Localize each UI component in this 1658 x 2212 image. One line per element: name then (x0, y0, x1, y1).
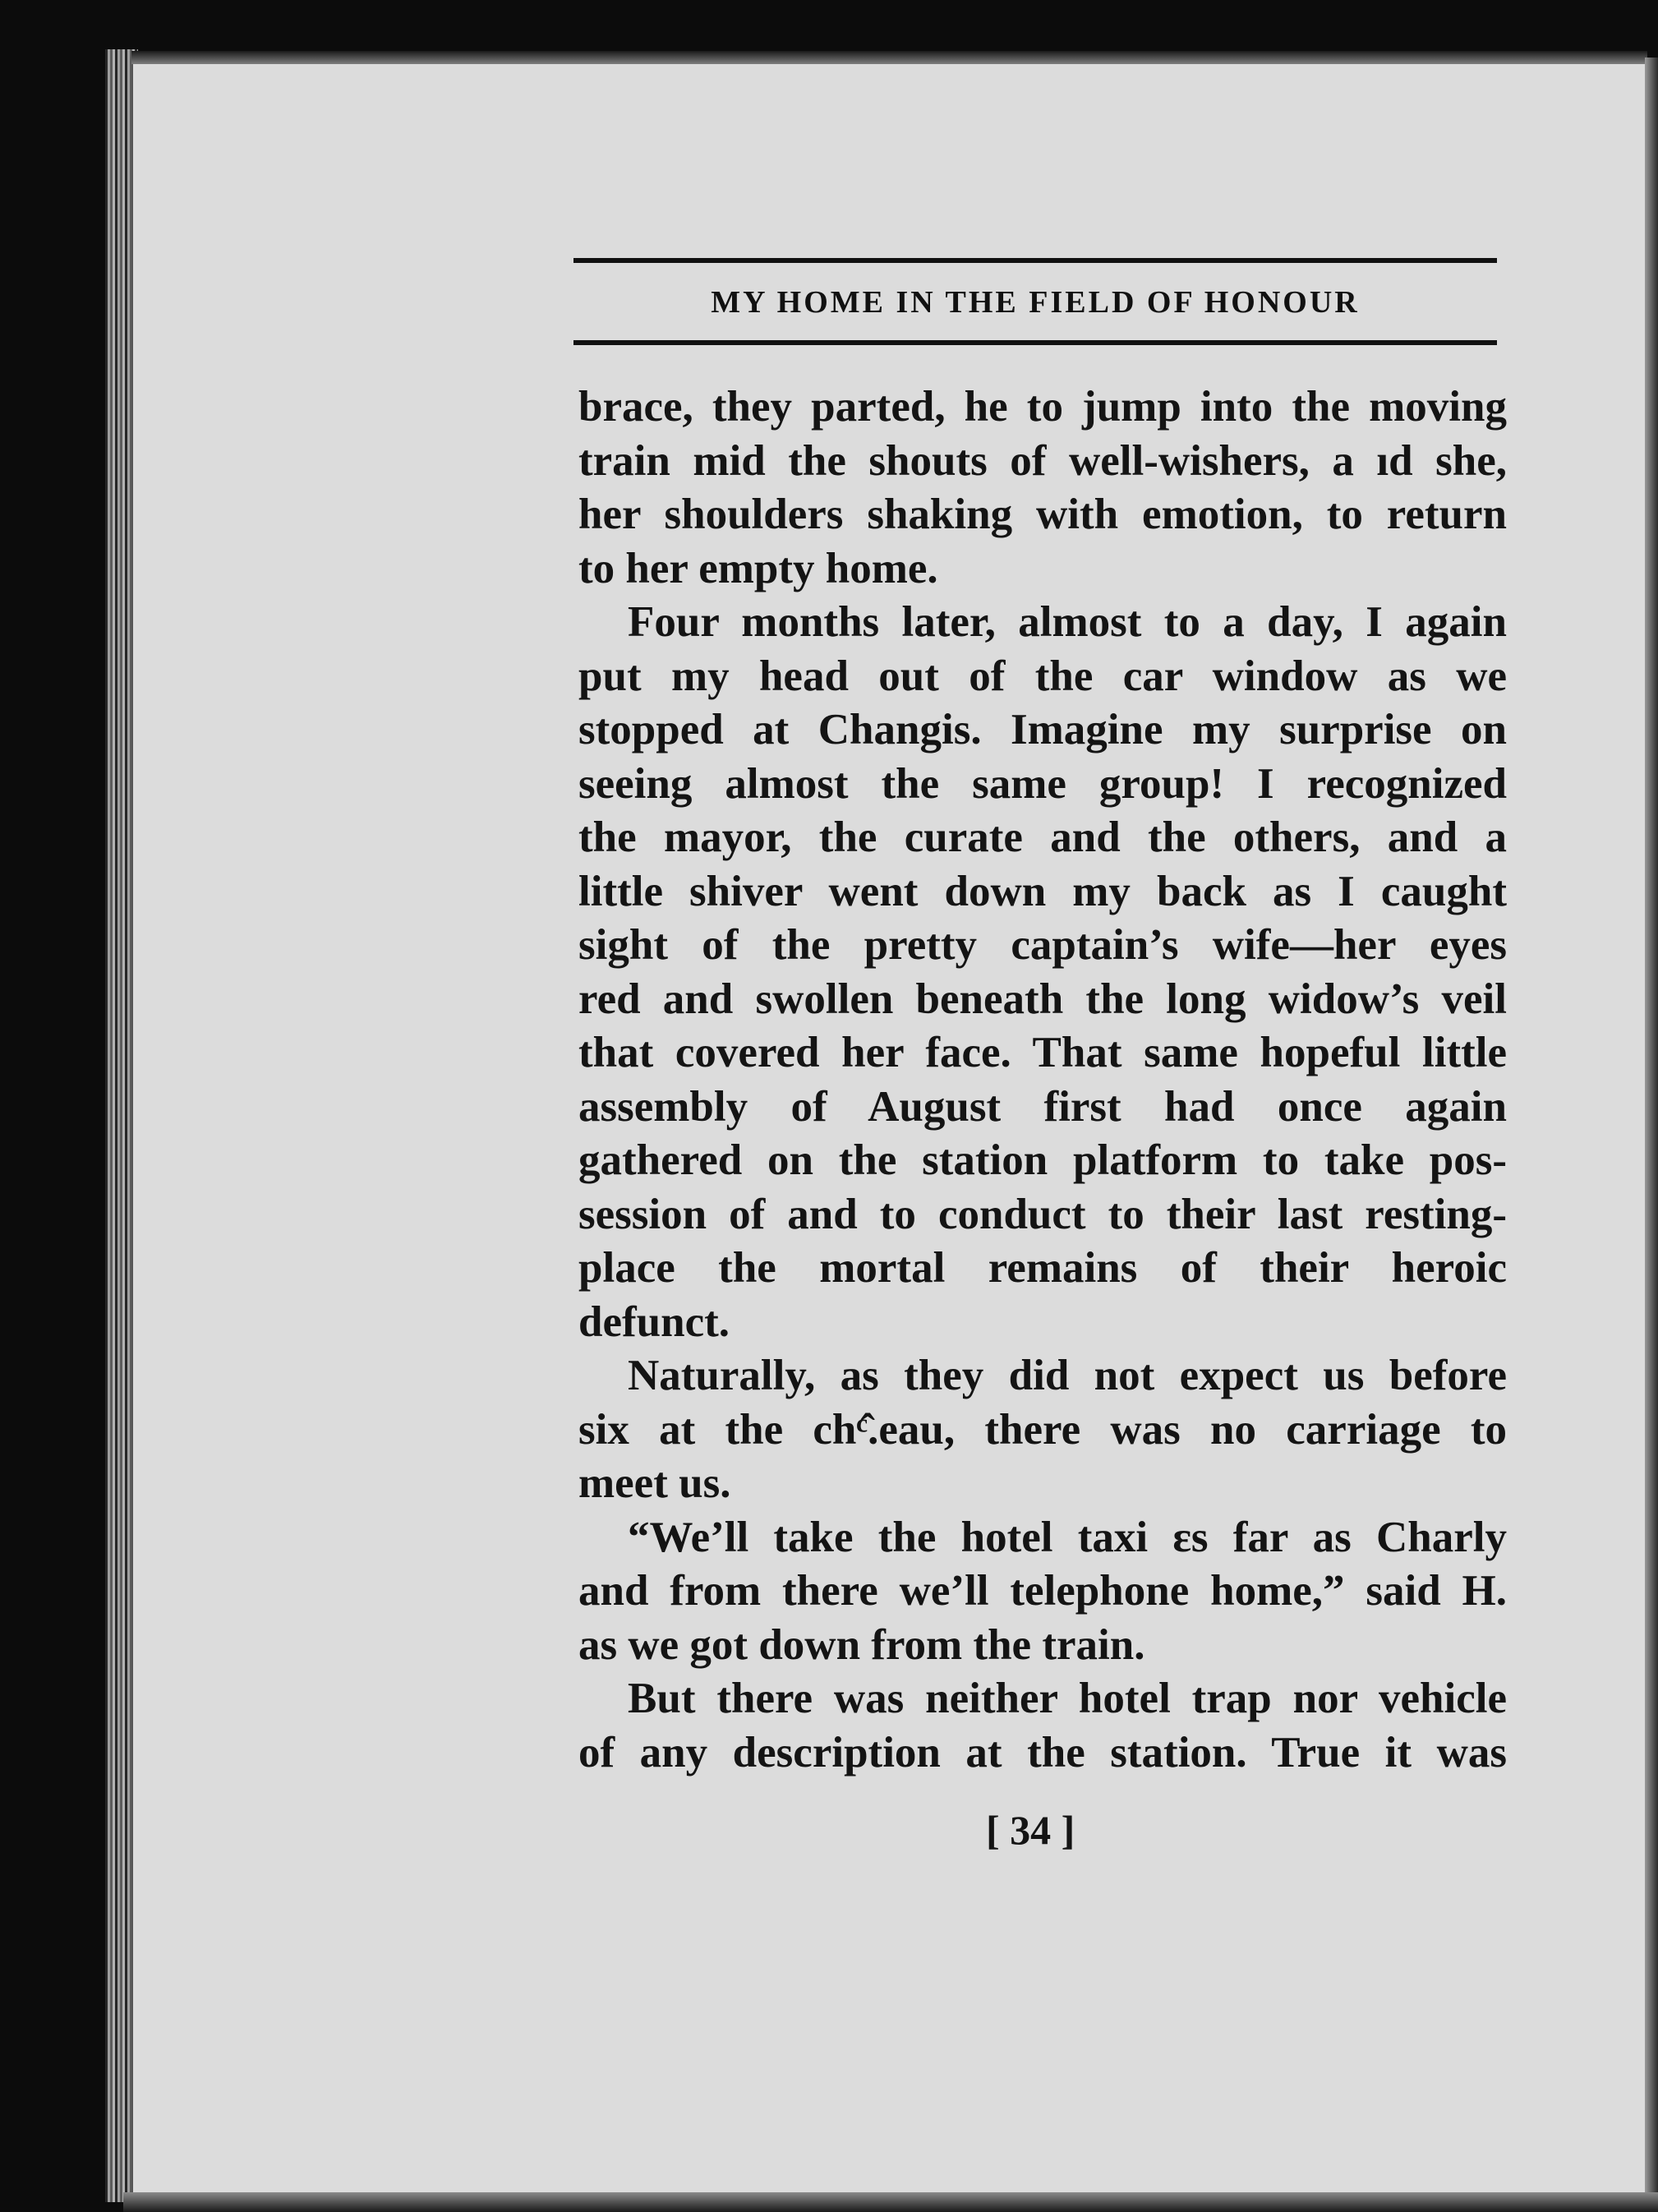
text-line: of any description at the station. True it was (578, 1728, 1507, 1777)
text-line: stopped at Changis. Imagine my surprise on (578, 706, 1507, 753)
text-line: six at the chᶜ̂.eau, there was no carriage to (578, 1405, 1507, 1454)
text-line: place the mortal remains of their heroic (578, 1244, 1507, 1292)
text-line: session of and to conduct to their last resting- (578, 1190, 1507, 1238)
text-line: Naturally, as they did not expect us before (628, 1352, 1507, 1399)
text-line: that covered her face. That same hopeful little (578, 1029, 1507, 1076)
text-line: sight of the pretty captain’s wife—her eyes (578, 921, 1507, 969)
text-line: little shiver went down my back as I caught (578, 867, 1507, 915)
text-line: to her empty home. (578, 544, 938, 592)
page-number: [ 34 ] (986, 1807, 1075, 1853)
text-line: defunct. (578, 1297, 730, 1346)
page-right-shadow (1645, 58, 1658, 2202)
text-line: train mid the shouts of well-wishers, a ıd she, (578, 436, 1507, 485)
header-rule-bottom (573, 340, 1497, 345)
text-line: meet us. (578, 1459, 731, 1507)
header-rule-top (573, 258, 1497, 263)
page-bottom-shadow (123, 2192, 1658, 2212)
text-line: gathered on the station platform to take pos- (578, 1136, 1507, 1184)
text-line: as we got down from the train. (578, 1620, 1145, 1669)
text-line: seeing almost the same group! I recognized (578, 759, 1507, 808)
text-line: assembly of August first had once again (578, 1082, 1507, 1131)
text-line: her shoulders shaking with emotion, to return (578, 491, 1507, 538)
text-line: put my head out of the car window as we (578, 652, 1507, 700)
text-line: brace, they parted, he to jump into the moving (578, 383, 1507, 431)
text-line: red and swollen beneath the long widow’s veil (578, 975, 1507, 1023)
text-line: the mayor, the curate and the others, and a (578, 813, 1507, 861)
body-text (578, 380, 1507, 1780)
text-line: Four months later, almost to a day, I again (628, 598, 1507, 646)
text-line: But there was neither hotel trap nor vehicle (628, 1675, 1507, 1722)
text-line: and from there we’ll telephone home,” said H. (578, 1567, 1507, 1615)
running-head: MY HOME IN THE FIELD OF HONOUR (711, 285, 1360, 320)
text-line: “We’ll take the hotel taxi ɛs far as Charly (628, 1513, 1507, 1561)
